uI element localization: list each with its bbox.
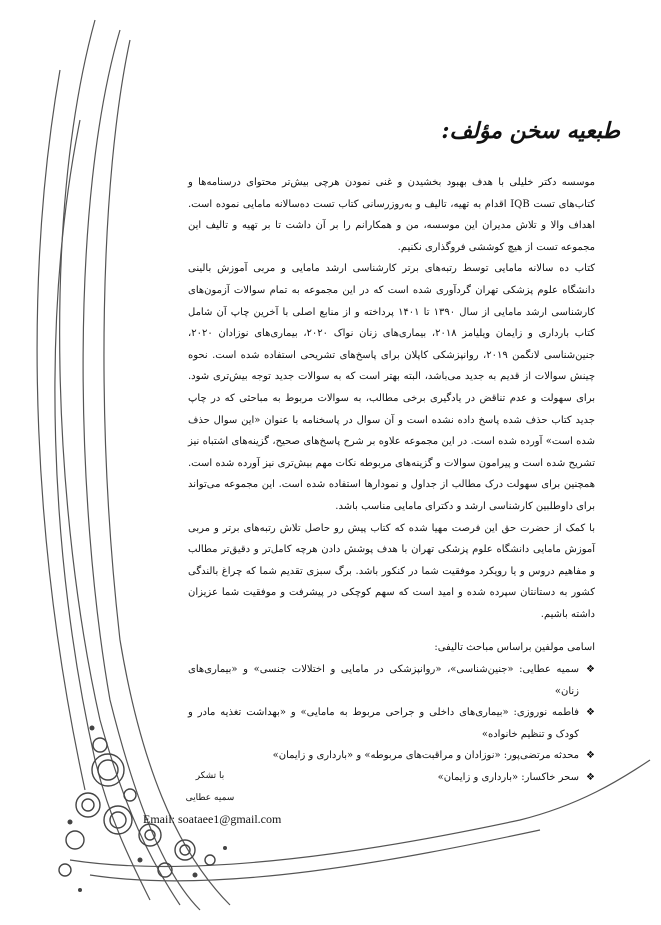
ornament-circle [180,845,190,855]
ornament-circle [175,840,195,860]
diamond-bullet-icon: ❖ [586,750,595,762]
ornament-circle [93,738,107,752]
signature-name: سمیه عطایی [185,793,235,803]
signature-thanks: با تشکر [195,771,225,781]
author-entry: سحر خاکسار: «بارداری و زایمان» [437,772,579,784]
ornament-dot [68,820,73,825]
diamond-bullet-icon: ❖ [586,772,595,784]
ornament-circle [92,754,124,786]
preface-body [188,172,595,789]
diamond-bullet-icon: ❖ [586,664,595,676]
ornament-dot [90,726,95,731]
list-item [188,702,595,745]
ornament-circle [139,824,161,846]
author-email: Email: soataee1@gmail.com [143,812,282,826]
signature-block [130,765,290,809]
authors-heading: اسامی مولفین براساس مباحث تالیفی: [434,642,595,654]
ornament-dot [223,846,227,850]
author-entry: فاطمه نوروزی: «بیماری‌های داخلی و جراحی مربوط به مامایی» و «بهداشت تغذیه مادر و کودک و تنظیم خانواده» [188,707,579,740]
list-item [188,659,595,702]
page-title: طبعیه سخن مؤلف: [441,118,620,144]
ornament-circle [145,830,155,840]
paragraph: کتاب ده سالانه مامایی توسط رتبه‌های برتر کارشناسی ارشد مامایی و مربی آموزش بالینی دانشگاه علوم پزشکی تهران گردآوری شده است که در این مجموعه به تمام سوالات آزمون‌های کارشناسی ارشد مامایی از سال ۱۳۹۰ تا ۱۴۰۱ پرداخته و از منابع اصلی با آخرین چاپ آن شامل کتاب بارداری و زایمان ویلیامز ۲۰۱۸، بیماری‌های زنان نواک ۲۰۲۰، بیماری‌های نوزادان ۲۰۲۰، جنین‌شناسی لانگمن ۲۰۱۹، روانپزشکی کاپلان برای پاسخ‌های تشریحی استفاده شده است. نحوه چینش سوالات از قدیم به جدید می‌باشد، البته بهتر است که به سوالات جدید توجه بیش‌تری شود. برای سهولت و عدم تناقض در یادگیری برخی مطالب، به سوالات مربوط به مباحثی که در چاپ جدید کتاب حذف شده پاسخ داده نشده است و آن سوال در پاسخنامه با عنوان «این سوال حذف شده است» آورده شده است. در این مجموعه علاوه بر شرح پاسخ‌های صحیح، گزینه‌های اشتباه نیز تشریح شده است و پیرامون سوالات و گزینه‌های مربوطه نکات مهم بیش‌تری نیز آورده شده است. همچنین برای سهولت درک مطالب از جداول و نمودارها استفاده شده است. این مجموعه می‌تواند برای داوطلبین کارشناسی ارشد و دکترای مامایی مناسب باشد. [188,263,596,512]
ornament-circle [110,812,126,828]
ornament-dot [78,888,82,892]
author-entry: محدثه مرتضی‌پور: «نوزادان و مراقبت‌های مربوطه» و «بارداری و زایمان» [272,750,579,762]
author-entry: سمیه عطایی: «جنین‌شناسی»، «روانپزشکی در مامایی و اختلالات جنسی» و «بیماری‌های زنان» [188,664,579,697]
ornament-circle [158,863,172,877]
ornament-circle [66,831,84,849]
ornament-circle [59,864,71,876]
ornament-circle [76,793,100,817]
ornament-dot [193,873,198,878]
paragraph: با کمک از حضرت حق این فرصت مهیا شده که کتاب پیش رو حاصل تلاش رتبه‌های برتر و مربی آموزش مامایی دانشگاه علوم پزشکی تهران با هدف پوشش دادن هرچه کامل‌تر و دقیق‌تر مطالب و مفاهیم دروس و یا رویکرد موفقیت شما در کنکور باشد. برگ سبزی تقدیم شما که چراغ بالندگی کشور به دستانتان سپرده شده و امید است که سهم کوچکی در پیشرفت و موفقیت شما عزیزان داشته باشیم. [188,522,595,620]
diamond-bullet-icon: ❖ [586,707,595,719]
ornament-circle [205,855,215,865]
swirl-line [37,70,85,790]
list-item [188,745,595,767]
ornament-circle [98,760,118,780]
paragraph: موسسه دکتر خلیلی با هدف بهبود بخشیدن و غنی نمودن هرچی بیش‌تر محتوای درسنامه‌ها و کتاب‌های تست IQB اقدام به تهیه، تالیف و به‌روزرسانی کتاب تست ده‌سالانه مامایی نموده است. اهداف والا و تلاش مدیران این موسسه، من و همکارانم را بر آن داشت تا بر تهیه و تالیف این مجموعه تست از هیچ کوششی فروگذاری نکنیم. [188,177,595,253]
ornament-circle [104,806,132,834]
ornament-circle [82,799,94,811]
swirl-line [90,830,540,881]
ornament-dot [138,858,143,863]
